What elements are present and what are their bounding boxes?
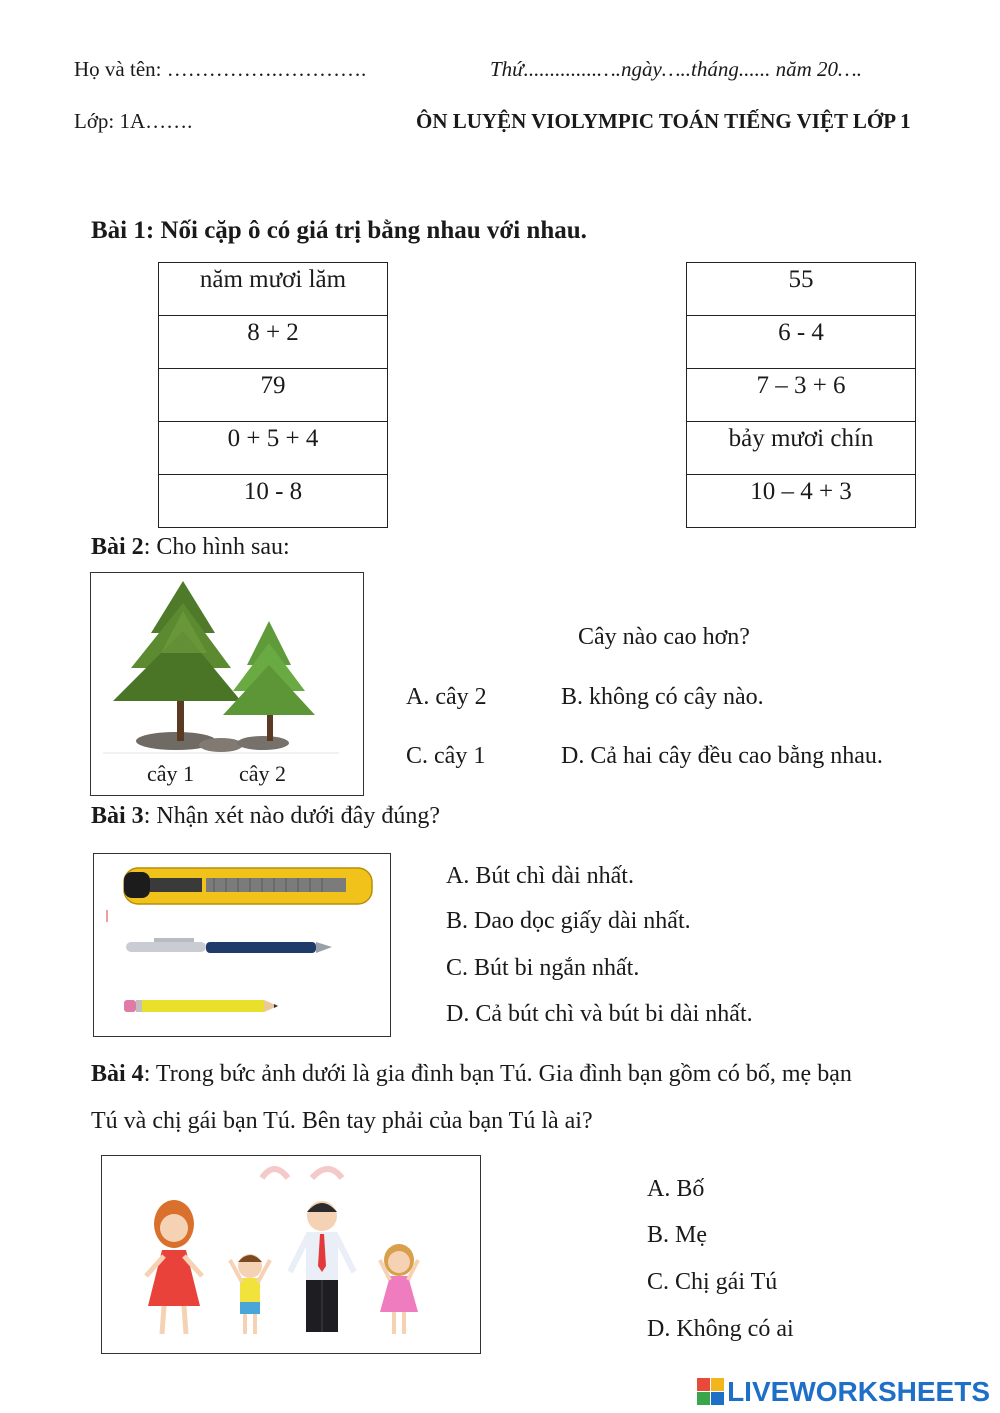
bai4-line1 xyxy=(91,1059,852,1089)
page-title: ÔN LUYỆN VIOLYMPIC TOÁN TIẾNG VIỆT LỚP 1 xyxy=(416,109,911,133)
bai4-option-a[interactable]: A. Bố xyxy=(647,1176,705,1202)
bai4-text1: : Trong bức ảnh dưới là gia đình bạn Tú. Gia đình bạn gồm có bố, mẹ bạn xyxy=(143,1061,852,1087)
date-line: Thứ..............….ngày…..tháng...... năm 20…. xyxy=(490,57,862,81)
bai1-right-cell[interactable]: 7 – 3 + 6 xyxy=(687,369,916,422)
bai1-right-cell[interactable]: 6 - 4 xyxy=(687,316,916,369)
bai1-right-cell[interactable]: 10 – 4 + 3 xyxy=(687,475,916,528)
tree-1 xyxy=(113,581,241,741)
tools-image-frame xyxy=(93,853,391,1037)
bai1-right-cell[interactable]: bảy mươi chín xyxy=(687,422,916,475)
paper-knife xyxy=(124,868,372,904)
tree1-label: cây 1 xyxy=(147,761,195,786)
bai1-left-cell[interactable]: 8 + 2 xyxy=(159,316,388,369)
bai1-left-cell[interactable]: năm mươi lăm xyxy=(159,263,388,316)
father-figure xyxy=(290,1201,354,1332)
bai3-option-d[interactable]: D. Cả bút chì và bút bi dài nhất. xyxy=(446,1001,753,1027)
bai2-option-a[interactable]: A. cây 2 xyxy=(406,684,487,710)
bai1-right-table xyxy=(686,262,916,528)
family-illustration xyxy=(102,1156,480,1353)
mother-figure xyxy=(146,1200,202,1334)
bai2-heading xyxy=(91,532,290,562)
bai4-option-b[interactable]: B. Mẹ xyxy=(647,1222,707,1248)
trees-image-frame xyxy=(90,572,364,796)
bai1-heading: Bài 1: Nối cặp ô có giá trị bằng nhau với nhau. xyxy=(91,217,587,244)
bai4-number: Bài 4 xyxy=(91,1061,144,1087)
bai3-number: Bài 3 xyxy=(91,803,144,829)
bai4-line2: Tú và chị gái bạn Tú. Bên tay phải của bạn Tú là ai? xyxy=(91,1108,593,1134)
liveworksheets-logo-icon xyxy=(697,1378,725,1406)
trees-illustration xyxy=(91,573,363,795)
bai2-option-b[interactable]: B. không có cây nào. xyxy=(561,684,764,710)
bai4-option-c[interactable]: C. Chị gái Tú xyxy=(647,1269,778,1295)
pencil xyxy=(124,1000,278,1012)
tu-figure xyxy=(230,1254,270,1334)
bai3-option-a[interactable]: A. Bút chì dài nhất. xyxy=(446,863,634,889)
class-label: Lớp: 1A……. xyxy=(74,109,193,133)
sister-figure xyxy=(380,1244,418,1334)
tree2-label: cây 2 xyxy=(239,761,287,786)
bai2-number: Bài 2 xyxy=(91,534,144,560)
tools-illustration xyxy=(94,854,390,1036)
bai3-option-c[interactable]: C. Bút bi ngắn nhất. xyxy=(446,955,640,981)
bai3-text: : Nhận xét nào dưới đây đúng? xyxy=(143,803,440,829)
bai1-left-table xyxy=(158,262,388,528)
bai2-text: : Cho hình sau: xyxy=(143,534,290,560)
liveworksheets-logo xyxy=(697,1375,990,1409)
name-label: Họ và tên: …………….…………. xyxy=(74,57,367,81)
liveworksheets-logo-text: LIVEWORKSHEETS xyxy=(727,1376,990,1407)
bai3-option-b[interactable]: B. Dao dọc giấy dài nhất. xyxy=(446,908,691,934)
bai3-heading xyxy=(91,801,440,831)
bai1-left-cell[interactable]: 0 + 5 + 4 xyxy=(159,422,388,475)
bai4-option-d[interactable]: D. Không có ai xyxy=(647,1316,794,1342)
bai1-left-cell[interactable]: 79 xyxy=(159,369,388,422)
bai2-question: Cây nào cao hơn? xyxy=(578,624,750,650)
bai1-right-cell[interactable]: 55 xyxy=(687,263,916,316)
ballpoint-pen xyxy=(126,938,332,953)
family-image-frame xyxy=(101,1155,481,1354)
bai2-option-d[interactable]: D. Cả hai cây đều cao bằng nhau. xyxy=(561,743,883,769)
bai2-option-c[interactable]: C. cây 1 xyxy=(406,743,486,769)
tree-2 xyxy=(223,621,315,741)
bai1-left-cell[interactable]: 10 - 8 xyxy=(159,475,388,528)
